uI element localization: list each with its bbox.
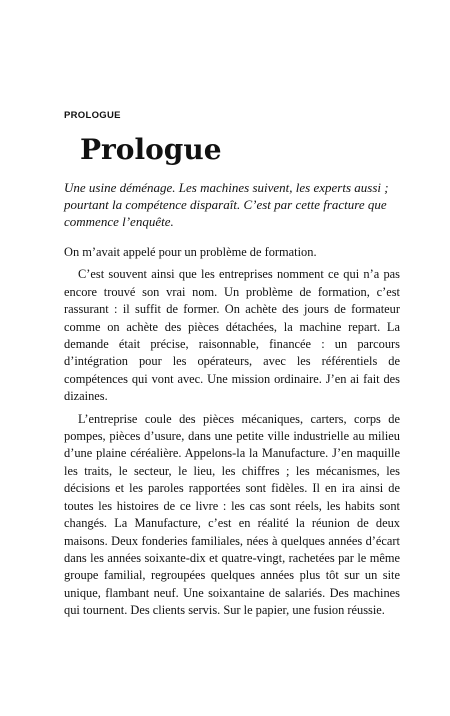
paragraph: C’est souvent ainsi que les entreprises nomment ce qui n’a pas encore trouvé son vrai nom. Un problème de formation, c’est rassurant : il suffit de former. On achète des jours de formateur comme on achète des pièces détachées, la machine repart. La demande était précise, raisonnable, financée : un parcours d’intégration pour les opérateurs, avec les référentiels de compétences qui vont avec. Une mission ordinaire. J’en ai fait des dizaines. (64, 267, 400, 404)
body-text (64, 244, 400, 625)
chapter-title: Prologue (80, 133, 222, 166)
running-head: PROLOGUE (64, 110, 121, 121)
paragraph: On m’avait appelé pour un problème de formation. (64, 245, 317, 259)
paragraph: L’entreprise coule des pièces mécaniques, carters, corps de pompes, pièces d’usure, dans une petite ville industrielle au milieu d’une plaine céréalière. Appelons-la la Manufacture. J’en maquille les traits, le secteur, le lieu, les chiffres ; les mécanismes, les décisions et les paroles rapportées sont fidèles. Il en ira ainsi de toutes les histoires de ce livre : les cas sont réels, les habits sont changés. La Manufacture, c’est en réalité la réunion de deux maisons. Deux fonderies familiales, nées à quelques années d’écart dans les années soixante-dix et quatre-vingt, rachetées par le même groupe familial, regroupées quelques années plus tôt sur un site unique, flambant neuf. Une soixantaine de salariés. Des machines qui tournent. Des clients servis. Sur le papier, une fusion réussie. (64, 411, 400, 618)
epigraph: Une usine déménage. Les machines suivent, les experts aussi ; pourtant la compétence disparaît. C’est par cette fracture que commence l’enquête. (64, 180, 389, 229)
